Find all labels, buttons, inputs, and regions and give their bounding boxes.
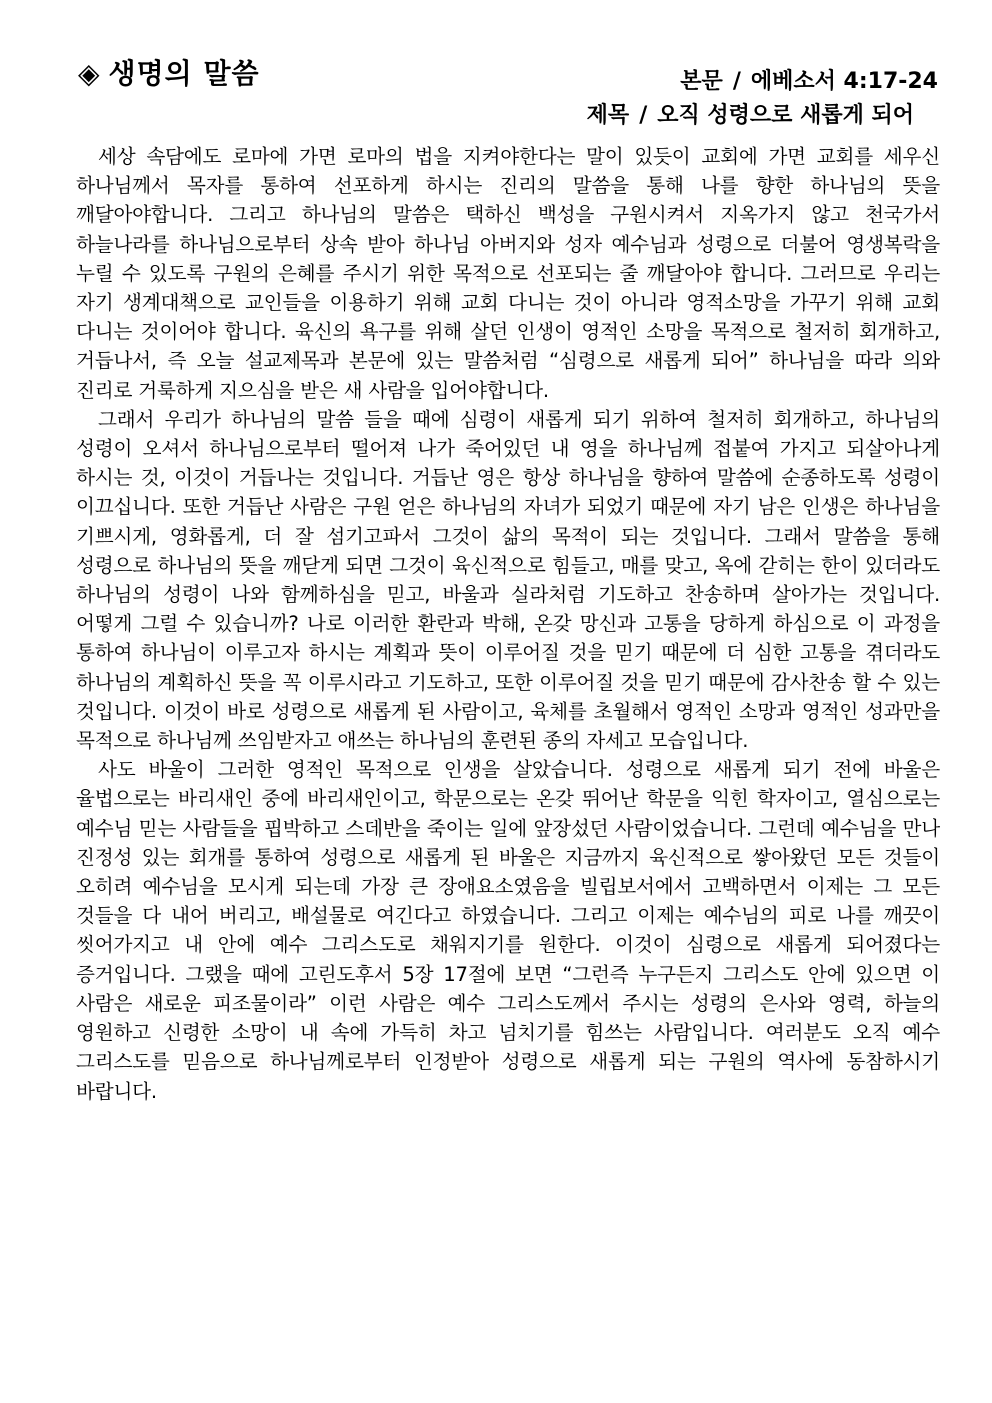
section-title	[78, 52, 260, 92]
diamond-icon: ◈	[78, 57, 101, 90]
paragraph: 세상 속담에도 로마에 가면 로마의 법을 지켜야한다는 말이 있듯이 교회에 가면 교회를 세우신 하나님께서 목자를 통하여 선포하게 하시는 진리의 말씀을 통해 나를 향한 하나님의 뜻을 깨달아야합니다. 그리고 하나님의 말씀은 택하신 백성을 구원시켜서 지옥가지 않고 천국가서 하늘나라를 하나님으로부터 상속 받아 하나님 아버지와 성자 예수님과 성령으로 더불어 영생복락을 누릴 수 있도록 구원의 은혜를 주시기 위한 목적으로 선포되는 줄 깨달아야 합니다. 그러므로 우리는 자기 생계대책으로 교인들을 이용하기 위해 교회 다니는 것이 아니라 영적소망을 가꾸기 위해 교회 다니는 것이어야 합니다. 육신의 욕구를 위해 살던 인생이 영적인 소망을 목적으로 철저히 회개하고, 거듭나서, 즉 오늘 설교제목과 본문에 있는 말씀처럼 “심령으로 새롭게 되어” 하나님을 따라 의와 진리로 거룩하게 지으심을 받은 새 사람을 입어야합니다.	[76, 145, 940, 402]
subject-separator: /	[639, 103, 648, 128]
scripture-label: 본문	[680, 69, 723, 94]
subject-text: 오직 성령으로 새롭게 되어	[657, 103, 914, 128]
paragraph: 사도 바울이 그러한 영적인 목적으로 인생을 살았습니다. 성령으로 새롭게 되기 전에 바울은 율법으로는 바리새인 중에 바리새인이고, 학문으로는 온갖 뛰어난 학문을 익힌 학자이고, 열심으로는 예수님 믿는 사람들을 핍박하고 스데반을 죽이는 일에 앞장섰던 사람이었습니다. 그런데 예수님을 만나 진정성 있는 회개를 통하여 성령으로 새롭게 된 바울은 지금까지 육신적으로 쌓아왔던 모든 것들이 오히려 예수님을 모시게 되는데 가장 큰 장애요소였음을 빌립보서에서 고백하면서 이제는 그 모든 것들을 다 내어 버리고, 배설물로 여긴다고 하였습니다. 그리고 이제는 예수님의 피로 나를 깨끗이 씻어가지고 내 안에 예수 그리스도로 채워지기를 원한다. 이것이 심령으로 새롭게 되어졌다는 증거입니다. 그랬을 때에 고린도후서 5장 17절에 보면 “그런즉 누구든지 그리스도 안에 있으면 이 사람은 새로운 피조물이라” 이런 사람은 예수 그리스도께서 주시는 성령의 은사와 영력, 하늘의 영원하고 신령한 소망이 내 속에 가득히 차고 넘치기를 힘쓰는 사람입니다. 여러분도 오직 예수 그리스도를 믿음으로 하나님께로부터 인정받아 성령으로 새롭게 되는 구원의 역사에 동참하시기 바랍니다.	[76, 758, 940, 1103]
subject-label: 제목	[586, 103, 630, 128]
section-title-text: 생명의 말씀	[108, 57, 260, 90]
scripture-separator: /	[732, 69, 741, 94]
sermon-subject	[587, 98, 914, 129]
scripture-ref: 에베소서 4:17-24	[750, 69, 938, 94]
sermon-body	[76, 142, 940, 1106]
paragraph: 그래서 우리가 하나님의 말씀 들을 때에 심령이 새롭게 되기 위하여 철저히 회개하고, 하나님의 성령이 오셔서 하나님으로부터 떨어져 나가 죽어있던 내 영을 하나님께 접붙여 가지고 되살아나게 하시는 것, 이것이 거듭나는 것입니다. 거듭난 영은 항상 하나님을 향하여 말씀에 순종하도록 성령이 이끄십니다. 또한 거듭난 사람은 구원 얻은 하나님의 자녀가 되었기 때문에 자기 남은 인생은 하나님을 기쁘시게, 영화롭게, 더 잘 섬기고파서 그것이 삶의 목적이 되는 것입니다. 그래서 말씀을 통해 성령으로 하나님의 뜻을 깨닫게 되면 그것이 육신적으로 힘들고, 매를 맞고, 옥에 갇히는 한이 있더라도 하나님의 성령이 나와 함께하심을 믿고, 바울과 실라처럼 기도하고 찬송하며 살아가는 것입니다. 어떻게 그럴 수 있습니까? 나로 이러한 환란과 박해, 온갖 망신과 고통을 당하게 하심으로 이 과정을 통하여 하나님이 이루고자 하시는 계획과 뜻이 이루어질 것을 믿기 때문에 더 심한 고통을 겪더라도 하나님의 계획하신 뜻을 꼭 이루시라고 기도하고, 또한 이루어질 것을 믿기 때문에 감사찬송 할 수 있는 것입니다. 이것이 바로 성령으로 새롭게 된 사람이고, 육체를 초월해서 영적인 소망과 영적인 성과만을 목적으로 하나님께 쓰임받자고 애쓰는 하나님의 훈련된 종의 자세고 모습입니다.	[76, 407, 940, 753]
scripture-reference	[680, 64, 938, 95]
